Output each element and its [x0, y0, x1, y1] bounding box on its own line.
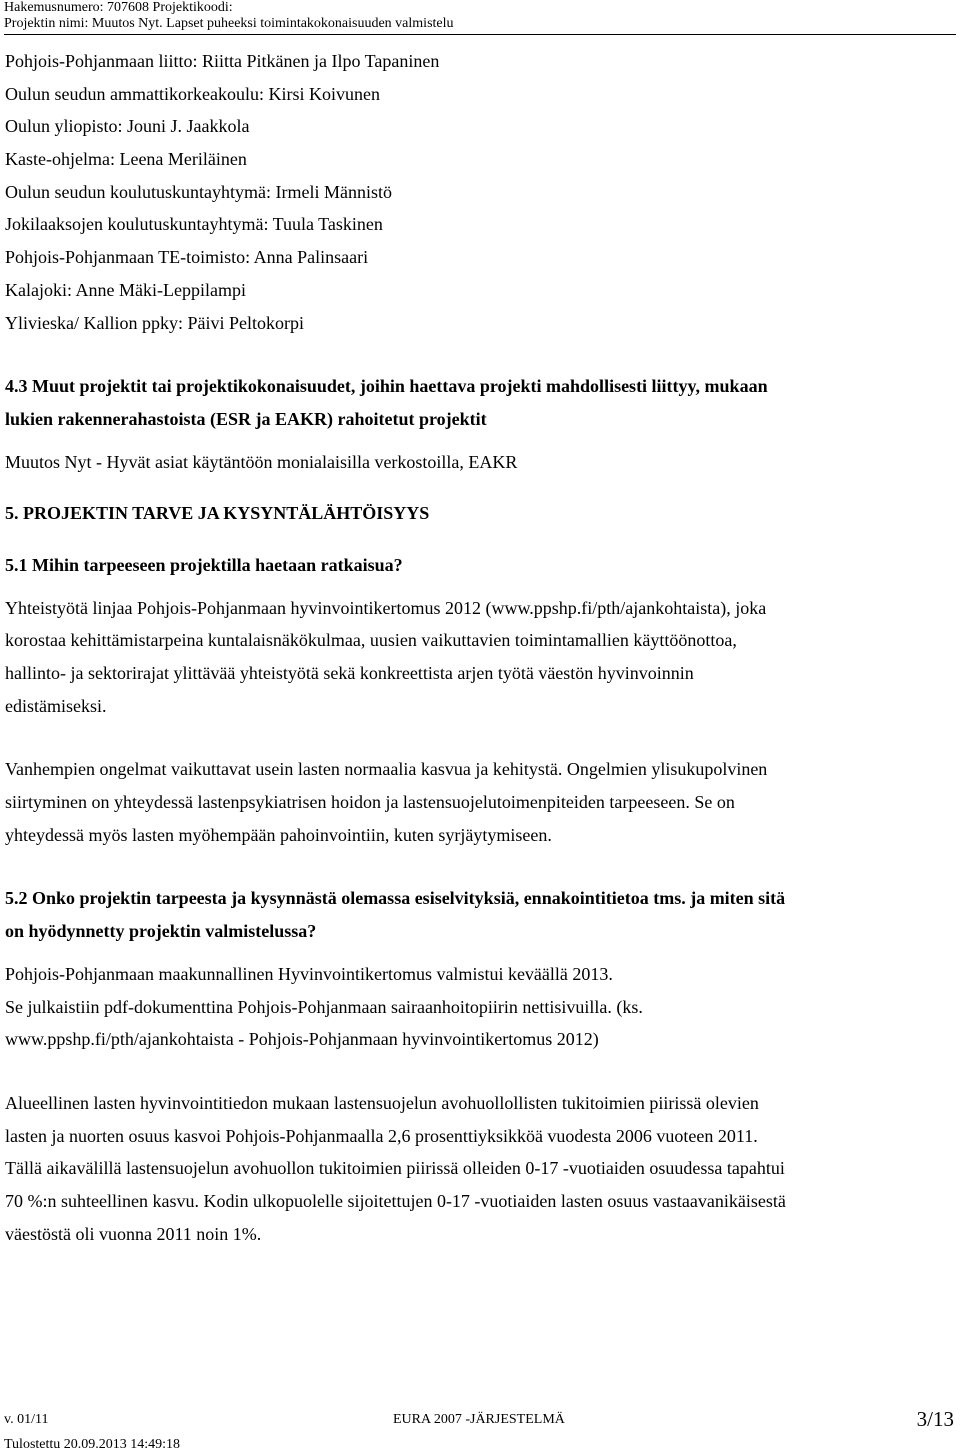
print-timestamp: Tulostettu 20.09.2013 14:49:18 [4, 1437, 181, 1452]
contact-line: Oulun seudun koulutuskuntayhtymä: Irmeli Männistö [5, 181, 392, 202]
section-5-2-heading: 5.2 Onko projektin tarpeesta ja kysynnästä olemassa esiselvityksiä, ennakointitietoa tms. ja miten sitä [5, 888, 786, 909]
contact-line: Oulun yliopisto: Jouni J. Jaakkola [5, 116, 250, 137]
paragraph-line: lasten ja nuorten osuus kasvoi Pohjois-Pohjanmaalla 2,6 prosenttiyksikköä vuodesta 2006 vuoteen 2011. [5, 1125, 758, 1146]
header-divider [4, 34, 956, 35]
section-4-3-body: Muutos Nyt - Hyvät asiat käytäntöön monialaisilla verkostoilla, EAKR [5, 451, 518, 472]
spacer [5, 722, 955, 753]
page-number: 3/13 [916, 1407, 954, 1431]
spacer [5, 948, 955, 958]
paragraph-line: 70 %:n suhteellinen kasvu. Kodin ulkopuolelle sijoitettujen 0-17 -vuotiaiden lasten osuus vastaavanikäisestä [5, 1190, 786, 1211]
section-5-2-heading: on hyödynnetty projektin valmistelussa? [5, 921, 317, 942]
document-header [4, 0, 956, 32]
paragraph-line: siirtyminen on yhteydessä lastenpsykiatrisen hoidon ja lastensuojelutoimenpiteiden tarpeeseen. Se on [5, 792, 735, 813]
spacer [5, 582, 955, 592]
spacer [5, 530, 955, 549]
section-5-2-paragraph [5, 1087, 955, 1250]
contact-line: Jokilaaksojen koulutuskuntayhtymä: Tuula Taskinen [5, 214, 383, 235]
section-5-2-paragraph [5, 958, 955, 1056]
section-4-3 [5, 370, 955, 478]
document-body [5, 45, 955, 1250]
paragraph-line: Yhteistyötä linjaa Pohjois-Pohjanmaan hyvinvointikertomus 2012 (www.ppshp.fi/pth/ajankohtaista), joka [5, 597, 767, 618]
spacer [5, 436, 955, 446]
paragraph-line: yhteydessä myös lasten myöhempään pahoinvointiin, kuten syrjäytymiseen. [5, 824, 552, 845]
section-5-2 [5, 882, 955, 1250]
contact-list [5, 45, 955, 339]
contact-line: Oulun seudun ammattikorkeakoulu: Kirsi Koivunen [5, 83, 380, 104]
contact-line: Pohjois-Pohjanmaan liitto: Riitta Pitkänen ja Ilpo Tapaninen [5, 51, 440, 71]
section-5-1 [5, 549, 955, 852]
paragraph-line: Tällä aikavälillä lastensuojelun avohuollon tukitoimien piirissä olleiden 0-17 -vuotiaiden osuudessa tapahtui [5, 1158, 785, 1179]
paragraph-line: korostaa kehittämistarpeina kuntalaisnäkökulmaa, uusien vaikuttavien toimintamallien käyttöönottoa, [5, 630, 737, 651]
paragraph-line: väestöstä oli vuonna 2011 noin 1%. [5, 1223, 262, 1244]
document-footer [4, 1407, 956, 1432]
spacer [5, 1056, 955, 1087]
system-name: EURA 2007 -JÄRJESTELMÄ [393, 1412, 565, 1427]
paragraph-line: Se julkaistiin pdf-dokumenttina Pohjois-Pohjanmaan sairaanhoitopiirin nettisivuilla. (ks. [5, 996, 643, 1017]
section-5-1-paragraph [5, 753, 955, 851]
section-5-1-paragraph [5, 592, 955, 723]
paragraph-line: www.ppshp.fi/pth/ajankohtaista - Pohjois-Pohjanmaan hyvinvointikertomus 2012) [5, 1029, 599, 1050]
paragraph-line: edistämiseksi. [5, 695, 107, 716]
spacer [5, 851, 955, 882]
contact-line: Pohjois-Pohjanmaan TE-toimisto: Anna Palinsaari [5, 247, 369, 268]
paragraph-line: Pohjois-Pohjanmaan maakunnallinen Hyvinvointikertomus valmistui keväällä 2013. [5, 963, 613, 984]
paragraph-line: Alueellinen lasten hyvinvointitiedon mukaan lastensuojelun avohuollollisten tukitoimien piirissä olevien [5, 1092, 759, 1113]
application-number: Hakemusnumero: 707608 Projektikoodi: [4, 0, 233, 15]
section-4-3-heading: 4.3 Muut projektit tai projektikokonaisuudet, joihin haettava projekti mahdollisesti liittyy, mukaan [5, 376, 768, 397]
section-5-heading: 5. PROJEKTIN TARVE JA KYSYNTÄLÄHTÖISYYS [5, 503, 430, 524]
project-name: Projektin nimi: Muutos Nyt. Lapset puheeksi toimintakokonaisuuden valmistelu [4, 16, 454, 31]
contact-line: Kaste-ohjelma: Leena Meriläinen [5, 149, 247, 170]
section-4-3-heading: lukien rakennerahastoista (ESR ja EAKR) rahoitetut projektit [5, 408, 487, 429]
spacer [5, 339, 955, 370]
paragraph-line: hallinto- ja sektorirajat ylittävää yhteistyötä sekä konkreettista arjen työtä väestön hyvinvoinnin [5, 663, 694, 683]
contact-line: Kalajoki: Anne Mäki-Leppilampi [5, 279, 246, 300]
paragraph-line: Vanhempien ongelmat vaikuttavat usein lasten normaalia kasvua ja kehitystä. Ongelmien ylisukupolvinen [5, 759, 768, 780]
spacer [5, 478, 955, 497]
section-5-1-heading: 5.1 Mihin tarpeeseen projektilla haetaan ratkaisua? [5, 554, 403, 575]
form-version: v. 01/11 [4, 1412, 49, 1427]
contact-line: Ylivieska/ Kallion ppky: Päivi Peltokorpi [5, 312, 304, 333]
